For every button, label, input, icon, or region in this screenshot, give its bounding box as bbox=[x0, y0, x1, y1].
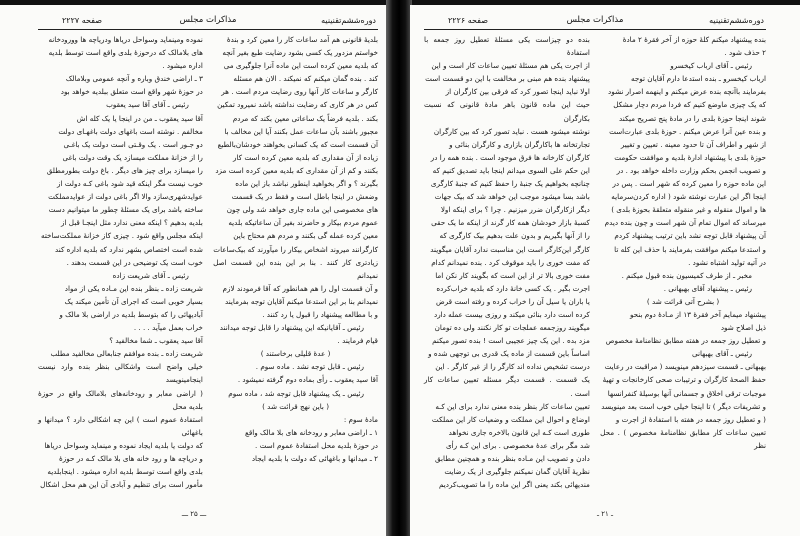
text-line: بفرمایند باآنچه بنده عرض میکنم و اینهمه اصرار نشود bbox=[608, 87, 766, 97]
text-line: شد مگر برای عدهٔ مخصوصی . برای این کـه رأی bbox=[445, 440, 590, 450]
text-line: شریعت زاده ـ بنده موافقم جنابعالی مخالفید مطلب bbox=[50, 349, 203, 359]
text-line: این ماده حوزه را معین کرده که شهر است . پس در bbox=[612, 179, 766, 189]
text-line: وضعش در اینجا باطل است و فقط در یک قسمت bbox=[231, 192, 378, 202]
text-line: خراب بعمل میآید . . . . bbox=[133, 323, 203, 333]
column-right bbox=[213, 33, 378, 496]
text-line: رئیس ـ آقای بهبهانی bbox=[692, 349, 752, 359]
text-line: این حکم علی السوی میدانم اینجا باید تصدیق کنیم که bbox=[432, 165, 590, 175]
text-line: میرساند که اموال تمام آن شهر است و چون بنده دیدم bbox=[604, 218, 766, 228]
text-line: باشد بسا میشود موجب این خواهد شد که بیک جهات bbox=[434, 192, 590, 202]
column-left bbox=[38, 33, 203, 496]
text-line: بهبهانی ـ قسمت سیزدهم مینویسد ( مراقبت در رعایت bbox=[604, 362, 766, 372]
text-line: ها و اموال منقوله و غیر منقوله متعلقهٔ بحوزهٔ بلدی ) bbox=[611, 205, 766, 215]
text-line: اجرت بگیر . یک کسی خانهٔ دارد که بلدیه خراب‌کرده bbox=[436, 283, 590, 293]
text-line: از اجرت یکی هم مسئلهٔ تعیین ساعات کار است و این bbox=[431, 61, 590, 71]
text-line: آقا سید یعقوب ـ من در اینجا یا یک کله اش bbox=[76, 113, 203, 123]
text-line: شده است اختصاص بشهر ندارد که بلدیه اداره کند bbox=[55, 244, 203, 254]
text-line: بلدیهٔ قانونی هم آمد ساعات کار را معین کرد و بندهٔ bbox=[226, 35, 378, 44]
text-line: نمیدانم بنا بر این استدعا میکنم آقایان توجه بفرمایند bbox=[224, 296, 378, 306]
text-line: ساخته باشد برای یک مسئلهٔ چطور ما میتوانیم دست bbox=[48, 205, 203, 215]
text-line: بنده پیشنهاد میکنم کلهٔ حوزه از آخر فقرهٔ ۲ مادهٔ bbox=[622, 35, 766, 44]
page-number-label: صفحه ۲۲۲۶ bbox=[448, 16, 489, 25]
text-line: از شهر و اطراف آن تا حدود معینه . تعیین و تغییر bbox=[620, 139, 766, 149]
text-line: زیاده از آن مقداری که بلدیه معین کرده است کار bbox=[232, 152, 378, 162]
text-line: نوشته میشود هست . نباید تصور کرد که بین کارگران bbox=[433, 126, 590, 136]
text-line: ( عدهٔ قلیلی برخاستند ) bbox=[260, 349, 331, 359]
text-line: کس در هر کاری که رضایت نداشته باشد نمیرود تمکین bbox=[217, 100, 378, 110]
text-line: و تشریفات دیگر ) تا اینجا خیلی خوب است بعد مینویسد bbox=[601, 401, 766, 411]
text-line: آقا سید یعقوب ـ رأی بماده دوم گرفته نمیشود . bbox=[237, 375, 378, 385]
text-line: را از آنها بگیریم و بدون علت بدهیم بیک کارگری که bbox=[439, 231, 590, 241]
text-line: نموده ومینماید وسواحل دریاها ودریاچه ها وورودخانه bbox=[48, 35, 203, 44]
page-header-left bbox=[38, 13, 378, 30]
text-line: مزد بده . این یک چیز عجیبی است ! بنده تصور میکنم bbox=[432, 336, 590, 346]
text-line: آن پیشنهاد قابل توجه نشد باین ترتیب پیشنهاد کردم bbox=[614, 231, 766, 241]
text-line: رئیس ـ قابل توجه نشد . ماده سوم . bbox=[255, 362, 364, 372]
text-line: یک قسمت . قسمت دیگر مسئله تعیین ساعات کار است . bbox=[424, 375, 590, 398]
text-line: ( و تعطیل روز جمعه در هفته با استفادهٔ از اجرت و bbox=[615, 414, 766, 424]
text-line: بسیار خوبی است که اجرای آن تأمین میکند یک bbox=[64, 296, 203, 306]
text-line: خواستم مزدور یک کسی بشود رضایت طبع بغیر آنچه bbox=[222, 48, 378, 58]
text-line: تعیین ساعات کار بنظر بنده معنی ندارد برای این کـه bbox=[435, 401, 590, 411]
text-line: که بلدیه معین کرده است این ماده آنرا جلوگیری می bbox=[223, 61, 378, 71]
text-line: پیشنهاد بنده هم مبنی بر مخالفت با این دو قسمت است bbox=[425, 74, 590, 84]
text-line: عموم مردم بیکار و حاضرند بغیر آن ساعاتیکه بلدیه bbox=[228, 218, 378, 228]
text-line: کارگر و ساعات کار آنها روی رضایت مردم است . هر bbox=[221, 87, 378, 97]
text-line: تعیین ساعات کار مطابق نظامنامهٔ مخصوص ) . محل نظر bbox=[600, 427, 766, 450]
header-title: مذاکرات مجلس bbox=[566, 15, 624, 25]
text-line: طوری است کـه این قانون بالاخره جاری نخواهد bbox=[448, 427, 590, 437]
text-line: اینجا اگر این عبارت نوشته شود ( اداره کردن‌سرمایه bbox=[611, 192, 766, 202]
text-line: کند . بنده گمان میکنم که نمیکند . الان هم مسئله bbox=[233, 74, 378, 84]
text-line: خیلی واضح است واشکالی بنظر بنده وارد نیست اینجامینویسد bbox=[38, 362, 203, 385]
text-line: اساساً باین قسمت از ماده یک قدری بی توجهی شده و bbox=[428, 349, 590, 359]
text-line: مخالفم . نوشته است باغهای دولت باغهـای دولت bbox=[58, 126, 203, 136]
text-line: بگیرند ؟ و اگر بخواهید اینطور نباشد باز این ماده bbox=[235, 179, 378, 189]
text-line: کارگرانند میروند اشخاص بیکار را میآورند که بیک‌ساعات bbox=[213, 244, 378, 254]
text-line: میگویند روزجمعه عملجات تو کار نکنند ولی ده تومان bbox=[434, 323, 590, 333]
text-line: آن قسمت است که یک کسانی بخواهند خودشان‌بالطبع bbox=[217, 139, 378, 149]
text-line: ( بشرح آتی قرائت شد ) bbox=[646, 296, 720, 306]
text-line: مخبر ـ از طرف کمیسیون بنده قبول میکنم . bbox=[621, 270, 752, 280]
text-line: مفت خوری بالا تر از این است که بگویند کار نکن اما bbox=[435, 270, 590, 280]
text-line: خوب نیست مگر اینکه قید شود باغی کـه دولت از bbox=[56, 179, 203, 189]
page-right bbox=[410, 5, 800, 536]
header-title: مذاکرات مجلس bbox=[179, 15, 237, 25]
text-line: ( اراضی معابر و رودخانه‌های بلامالک واقع در حوزهٔ بلدیه محل bbox=[38, 388, 203, 411]
text-line: بکند . بلدیه فرضاً یک ساعاتی معین بکند که مردم bbox=[232, 113, 378, 123]
page-header-right bbox=[424, 13, 766, 30]
column-right bbox=[600, 33, 766, 496]
text-line: رئیس ـ یک پیشنهاد قابل توجه شد ، ماده سوم bbox=[228, 388, 364, 398]
text-line: دیگر ازکارگران ضرر میزنیم . چرا ؟ برای اینکه اولا bbox=[440, 205, 590, 215]
text-line: چنانچه بخواهیم یک جنبهٔ را حفظ کنیم که جنبهٔ کارگری bbox=[430, 179, 590, 189]
text-line: ارباب کیخسرو ـ بنده استدعا دارم آقایان توجه bbox=[631, 74, 766, 84]
text-line: مندیهائی بکند یعنی اگر این ماده را ما تصویب‌کردیم bbox=[439, 480, 590, 490]
text-line: های مخصوصی این ماده جاری خواهد شد ولی چون bbox=[226, 205, 378, 215]
text-line: شوند اینجا حوزهٔ بلدی را در مادهٔ پنج تصریح میکند bbox=[619, 113, 766, 123]
text-line: اولا نباید اینجا تصور کرد که فرقی بین کارگران از bbox=[445, 87, 590, 97]
text-line: بنده دو چیزاست یکی مسئلهٔ تعطیل روز جمعه با استفادهٔ bbox=[424, 35, 590, 58]
text-line: ( باین نهج قرائت شد ) bbox=[262, 401, 329, 411]
text-line: مأمور است برای تنظیم و آبادی آن این هم محل اشکال bbox=[40, 480, 203, 490]
text-line: پیشنهاد میمایم آخر فقرهٔ ۱۳ از مـادهٔ دوم بنحو bbox=[629, 309, 766, 319]
text-line: اینکه مجلس واقع شود . چیزی کاز خزانهٔ مملکت‌ساخته bbox=[41, 231, 203, 241]
text-line: بلدیه بدهیم ؟ اینکه معنی ندارد مثل اینجـا قبل از bbox=[61, 218, 203, 228]
text-line: ۲ حذف شود . bbox=[724, 48, 766, 58]
text-line: ذیل اصلاح شود bbox=[720, 323, 766, 333]
text-line: در حوزهٔ شهر واقع است متعلق ببلدیه خواهد بود bbox=[60, 87, 203, 97]
page-left bbox=[0, 5, 388, 536]
text-line: کرده است دارد بنائی میکند و روزی بیست عمله دارد bbox=[434, 309, 590, 319]
text-line: حوزهٔ بلدی با پیشنهاد ادارهٔ بلدیه و موافقت حکومت bbox=[614, 152, 766, 162]
session-label: دوره‌ششم‌تقنینیه bbox=[709, 16, 764, 25]
text-line: و با مطالعه پیشنهاد را قبول یا رد کنند . bbox=[262, 309, 378, 319]
text-line: که مفت خوری را باید موقوف کرد . بنده نمیدانم کدام bbox=[431, 257, 590, 267]
text-line: تجارتخانه ها باکارگران بازاری و کارگران بنائی و bbox=[449, 139, 590, 149]
text-line: ۳ ـ اراضی خندق وباره و آنچه عمومی وبلامالک bbox=[65, 74, 203, 84]
text-line: اداره میشود . bbox=[162, 61, 203, 71]
text-line: موجبات ترقی اخلاق و جسمانی آنها بوسیلهٔ کنفرانسها bbox=[607, 388, 766, 398]
text-line: و استدعا میکنم موافقت بفرمایند با حذف این کله تا bbox=[614, 244, 766, 254]
text-line: معین کرده عمله گی بکنند و مردم هم محتاج باین bbox=[233, 231, 378, 241]
text-line: و تصویب انجمن بحکم وزارت داخله خواهد بود . در bbox=[616, 165, 766, 175]
text-line: بکنند و کم از آن مقداری که بلدیه معین کرده است مزد bbox=[215, 165, 378, 175]
page-number-label: صفحه ۲۲۲۷ bbox=[62, 16, 103, 25]
text-line: دو جـور است . یک وقـتی است دولت یک باغـی bbox=[63, 139, 203, 149]
text-line: عوایدشهری‌سازد والا اگر باغی دولت از عوایدمملکت bbox=[48, 192, 203, 202]
text-line: رئیس ـ پیشنهاد آقای بهبهانی . bbox=[663, 283, 752, 293]
text-line: ۱ ـ اراضی معابر و رودخانه های بلا مالک واقع bbox=[245, 427, 378, 437]
text-line: حیث این ماده قانون باهر مادهٔ قانونی که نسبت بکارگران bbox=[424, 100, 590, 123]
text-line: دادن و تصویب این مـاده بنظر بنده و همچنین مطابق bbox=[435, 454, 590, 463]
text-line: نظریهٔ آقایان گمان نمیکنم جلوگیری از یک رضایت bbox=[444, 467, 590, 477]
text-line: آقا سید یعقوب ـ شما مخالفید ؟ bbox=[109, 336, 203, 346]
text-line: رئیس ـ آقایانیکه این پیشنهاد را قابل توجه میدانند bbox=[219, 323, 364, 333]
text-columns-right bbox=[424, 33, 766, 496]
text-columns-left bbox=[38, 33, 378, 496]
text-line: و تعطیل روز جمعه در هفته مطابق نظامنامهٔ مخصوص bbox=[605, 336, 766, 346]
text-line: را میسازد برای چیز های دیگر . باغ دولت بطورمطلق bbox=[46, 165, 203, 175]
page-footer-number: ـ ۲۱ ـ bbox=[596, 510, 614, 518]
text-line: ۲ ـ میدانها و باغهائی که دولت با بلدیه ایجاد bbox=[251, 454, 378, 463]
text-line: حفظ الصحهٔ کارگران و ترتیبات صحی کارخانجات و تهیهٔ bbox=[602, 375, 766, 385]
text-line: رئیس ـ آقای ارباب کیخسرو bbox=[670, 61, 752, 71]
text-line: رئیس ـ آقای شریعت زاده bbox=[112, 270, 189, 280]
text-line: در آتیه تولید اشتباه نشود . bbox=[688, 257, 766, 267]
page-footer-number: ـــ ۲۵ ـــ bbox=[181, 510, 207, 518]
text-line: کارگر این‌کارگر است این مناسبت ندارد آقایان میگویند bbox=[430, 244, 590, 254]
text-line: مجبور باشند بآن ساعات عمل بکنند آیا این مخالف با bbox=[224, 126, 378, 136]
text-line: را از خزانهٔ مملکت میسازد یک وقت دولت باغی bbox=[62, 152, 203, 162]
book-gutter bbox=[386, 0, 412, 536]
text-line: زیادتری کار کنند . بنا بر این بنده این قسمت اصل نمیدانم bbox=[213, 257, 378, 280]
text-line: در حوزهٔ بلدیه محل استفادهٔ عموم است . bbox=[255, 440, 378, 450]
text-line: کسبهٔ بازار خودشان همه کار گرند از اینکه ما یک حقی bbox=[431, 218, 590, 228]
column-left bbox=[424, 33, 590, 496]
text-line: و آن قسمت اول را هم همانطور که آقا فرمودند لازم bbox=[222, 283, 378, 293]
session-label: دوره‌ششم‌تقنینیه bbox=[321, 16, 376, 25]
text-line: های بلامالک که درحوزهٔ بلدی واقع است توسط بلدیه bbox=[48, 48, 203, 58]
text-line: قیام فرمایند . bbox=[337, 336, 378, 346]
text-line: کارگران کارخانه ها فرق موجود است . بنده همه را در bbox=[430, 152, 590, 162]
text-line: درست تشخیص نداده اند کارگر را از غیر کارگر . این bbox=[435, 362, 590, 372]
text-line: استفادهٔ عموم است ) این چه اشکالی دارد ؟ میدانها و باغهائی bbox=[38, 414, 203, 437]
text-line: بلدی واقع است توسط بلدیه اداره میشود . اینجابلدیه bbox=[47, 467, 203, 477]
text-line: خوب است یک توضیحی در این قسمت بدهند . bbox=[66, 257, 203, 267]
text-line: اوضاع و احوال این مملکت و وضعیات کار این مملکت bbox=[431, 414, 590, 424]
text-line: و بنده عین آنرا عرض میکنم . حوزهٔ بلدی عبارت‌است bbox=[609, 126, 766, 136]
text-line: یا باران یا سیل آن را خراب کرده و رفته است قرض bbox=[435, 296, 590, 306]
text-line: که یک چیزی ماوضع کنیم که فردا مردم دچار مشکل bbox=[613, 100, 766, 110]
text-line: که دولت یا بلدیه ایجاد نموده و مینماید وسواحل دریاها bbox=[44, 440, 203, 450]
text-line: مادهٔ سوم : bbox=[343, 414, 378, 424]
text-line: و دریاچه ها و رود خانه های بلا مالک کـه در حوزهٔ bbox=[59, 454, 203, 463]
text-line: رئیس ـ آقای آقا سید یعقوب bbox=[106, 100, 189, 110]
text-line: شریعت زاده ـ بنظر بنده این مـاده یکی از مواد bbox=[64, 283, 203, 293]
text-line: آبادیهائی را که بتوسط بلدیه در اراضی بلا مالک و bbox=[59, 309, 203, 319]
